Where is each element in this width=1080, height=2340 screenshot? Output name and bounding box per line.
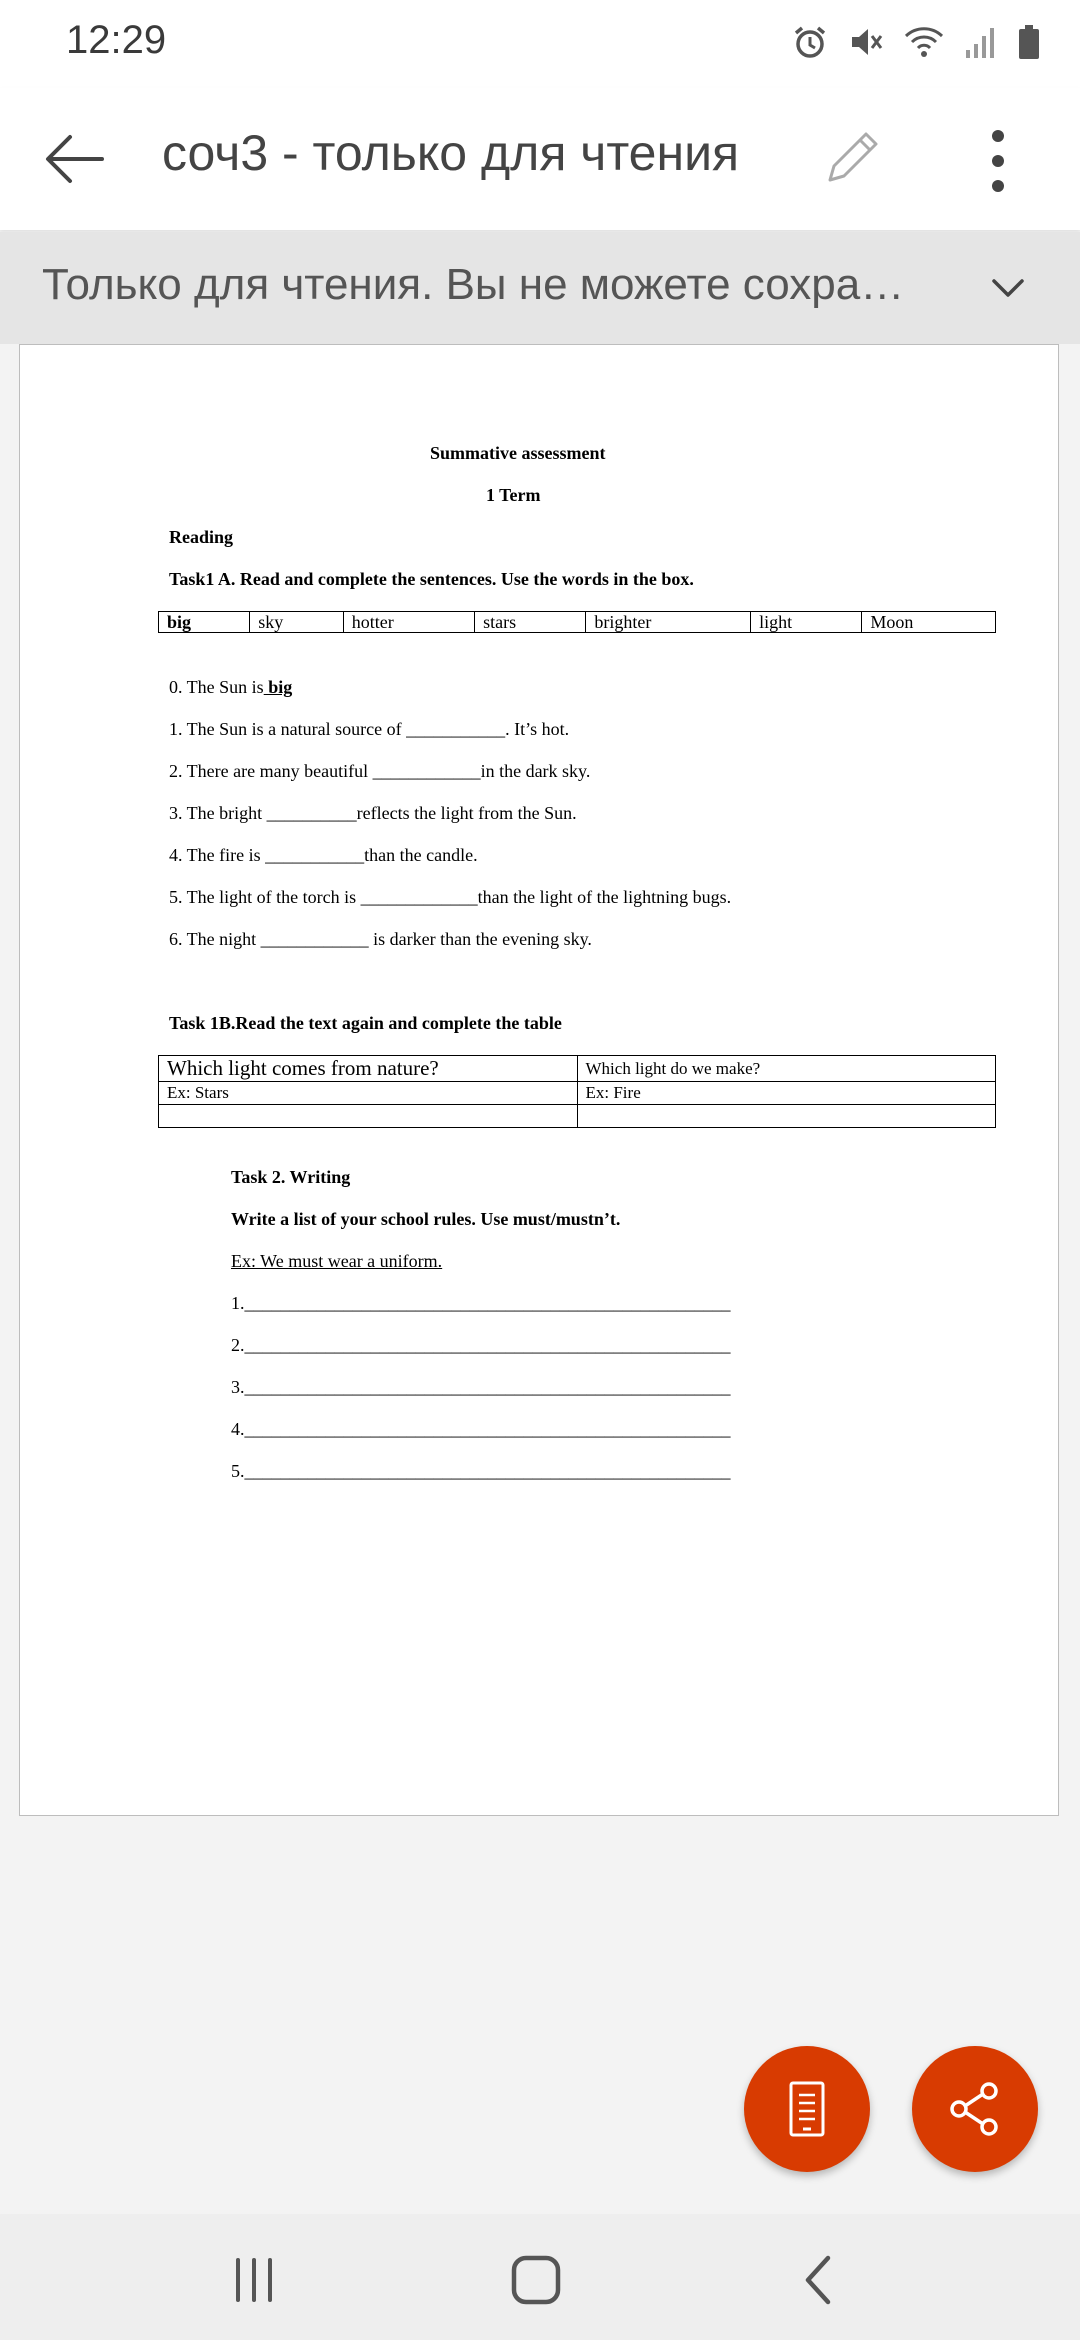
sentence-3: 3. The bright __________reflects the light from the Sun. — [169, 803, 577, 823]
answer-line-3: 3.______________________________________________________ — [231, 1377, 731, 1397]
reading-heading: Reading — [169, 527, 234, 547]
task2-instruction: Write a list of your school rules. Use must/mustn’t. — [231, 1209, 621, 1229]
table-cell-empty — [159, 1105, 578, 1128]
word-cell: hotter — [343, 612, 474, 633]
alarm-icon — [792, 24, 828, 60]
answer-line-1: 1.______________________________________________________ — [231, 1293, 731, 1313]
answer-line-5: 5.______________________________________________________ — [231, 1461, 731, 1481]
word-cell: big — [159, 612, 250, 633]
example-prefix: 0. The Sun is — [169, 677, 264, 697]
read-only-message: Только для чтения. Вы не можете сохра… — [42, 260, 905, 309]
sentence-4: 4. The fire is ___________than the candle. — [169, 845, 478, 865]
word-cell: brighter — [586, 612, 751, 633]
battery-icon — [1018, 24, 1040, 60]
example-answer: big — [263, 677, 293, 697]
light-source-table — [158, 1055, 996, 1128]
word-box-table — [158, 611, 996, 633]
share-button[interactable] — [912, 2046, 1038, 2172]
task1b-instruction: Task 1B.Read the text again and complete the table — [169, 1013, 562, 1033]
table-cell: Ex: Fire — [577, 1082, 996, 1105]
mute-icon — [848, 24, 884, 60]
share-icon — [945, 2079, 1005, 2139]
edit-pencil-icon[interactable] — [818, 122, 888, 192]
task1a-instruction: Task1 A. Read and complete the sentences. Use the words in the box. — [169, 569, 694, 589]
word-cell: stars — [475, 612, 586, 633]
mobile-view-icon — [777, 2079, 837, 2139]
reading-view-button[interactable] — [744, 2046, 870, 2172]
example-sentence — [169, 677, 292, 698]
document-content — [20, 345, 1058, 1815]
word-cell: Moon — [862, 612, 996, 633]
read-only-banner[interactable] — [0, 232, 1080, 344]
home-icon[interactable] — [506, 2250, 566, 2310]
doc-heading: Summative assessment — [430, 443, 606, 463]
task2-example: Ex: We must wear a uniform. — [231, 1251, 443, 1271]
system-nav-bar — [0, 2214, 1080, 2340]
sentence-6: 6. The night ____________ is darker than the evening sky. — [169, 929, 592, 949]
recent-apps-icon[interactable] — [224, 2250, 284, 2310]
table-header-nature: Which light comes from nature? — [159, 1056, 578, 1082]
sentence-2: 2. There are many beautiful ____________in the dark sky. — [169, 761, 591, 781]
chevron-down-icon[interactable] — [990, 270, 1026, 306]
answer-line-2: 2.______________________________________________________ — [231, 1335, 731, 1355]
wifi-icon — [904, 24, 944, 60]
more-options-icon[interactable] — [972, 126, 1024, 196]
doc-term: 1 Term — [486, 485, 541, 505]
document-page[interactable] — [19, 344, 1059, 1816]
table-cell-empty — [577, 1105, 996, 1128]
answer-line-4: 4.______________________________________________________ — [231, 1419, 731, 1439]
sentence-5: 5. The light of the torch is _____________than the light of the lightning bugs. — [169, 887, 732, 907]
table-header-made: Which light do we make? — [577, 1056, 996, 1082]
app-bar — [0, 88, 1080, 230]
back-arrow-icon[interactable] — [40, 124, 110, 194]
status-icons — [792, 20, 1040, 64]
table-cell: Ex: Stars — [159, 1082, 578, 1105]
signal-icon — [964, 24, 998, 60]
task2-heading: Task 2. Writing — [231, 1167, 351, 1187]
status-bar — [0, 0, 1080, 88]
status-time: 12:29 — [66, 18, 167, 62]
word-cell: sky — [250, 612, 344, 633]
document-title: соч3 - только для чтения — [162, 125, 740, 181]
sentence-1: 1. The Sun is a natural source of ___________. It’s hot. — [169, 719, 570, 739]
nav-back-icon[interactable] — [790, 2250, 850, 2310]
word-cell: light — [751, 612, 862, 633]
